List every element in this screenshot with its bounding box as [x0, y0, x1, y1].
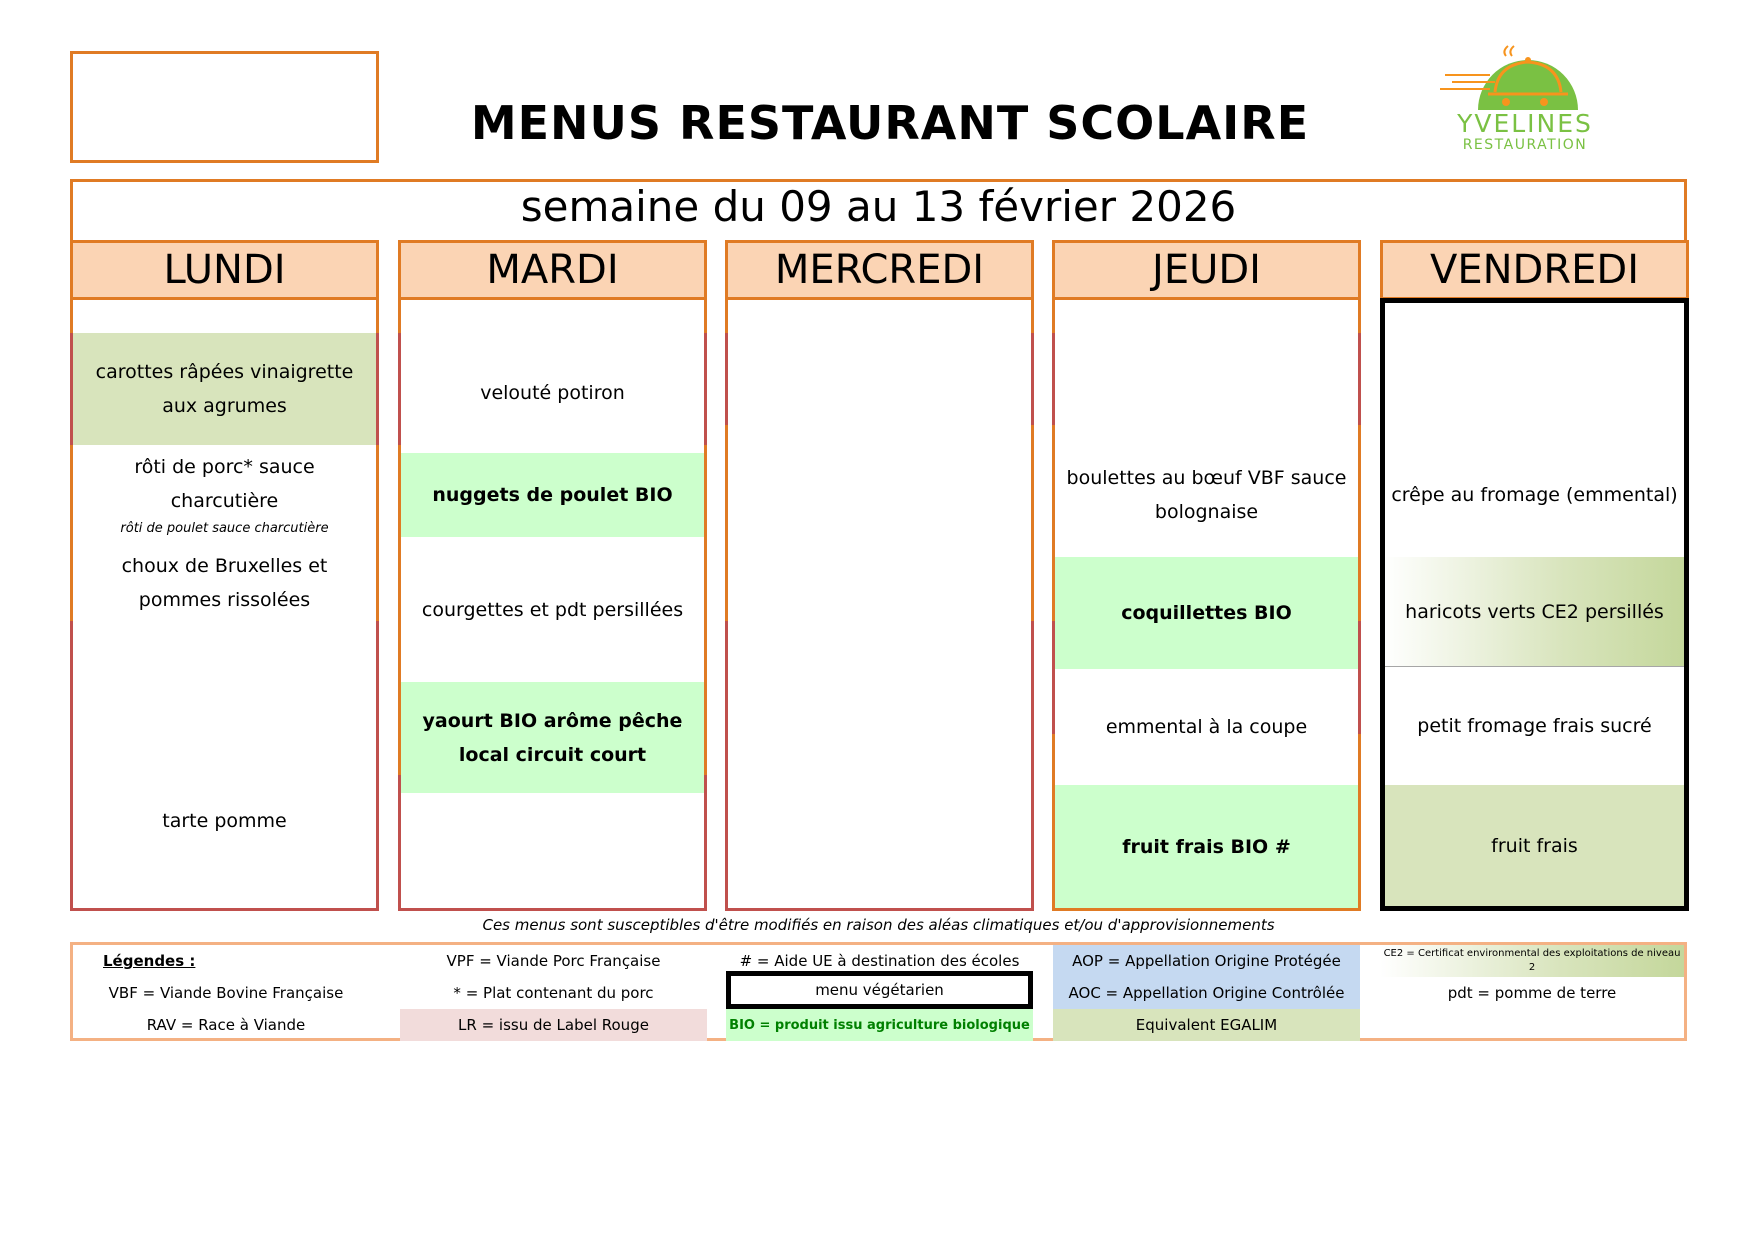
legend: [70, 942, 1687, 1041]
day-body: [1052, 298, 1361, 911]
menu-item-main: crêpe au fromage (emmental): [1391, 484, 1678, 506]
menu-item-dairy: emmental à la coupe: [1105, 716, 1308, 738]
legend-label-rouge: LR = issu de Label Rouge: [400, 1009, 707, 1041]
legend-rav: RAV = Race à Viande: [146, 1016, 306, 1034]
cloche-cart-icon: [1440, 42, 1610, 112]
day-header: LUNDI: [70, 240, 379, 300]
menu-item-side: haricots verts CE2 persillés: [1383, 557, 1686, 667]
menu-item-side: choux de Bruxelles et pommes rissolées: [121, 555, 328, 611]
disclaimer-note: Ces menus sont susceptibles d'être modifiés en raison des aléas climatiques et/ou d'approvisionnements: [482, 916, 1275, 934]
legend-egalim: Equivalent EGALIM: [1053, 1009, 1360, 1041]
menu-item-dessert: fruit frais BIO #: [1055, 785, 1358, 908]
brand-name: YVELINES: [1457, 109, 1593, 138]
menu-item-dairy: [73, 621, 376, 733]
day-body: [1380, 298, 1689, 911]
menu-item-starter: velouté potiron: [480, 382, 625, 404]
day-body: [70, 298, 379, 911]
page-title: MENUS RESTAURANT SCOLAIRE: [470, 96, 1310, 150]
day-header: MERCREDI: [725, 240, 1034, 300]
menu-item-dairy: yaourt BIO arôme pêche local circuit court: [401, 682, 704, 793]
day-body: [725, 298, 1034, 911]
brand-subname: RESTAURATION: [1462, 137, 1588, 153]
legend-vbf: VBF = Viande Bovine Française: [108, 984, 344, 1002]
menu-item-alternative: rôti de poulet sauce charcutière: [120, 521, 329, 536]
week-banner: [70, 179, 1687, 241]
day-column-mercredi: [725, 240, 1034, 911]
menu-item-side: courgettes et pdt persillées: [421, 598, 684, 621]
brand-logo: [1440, 42, 1610, 157]
legend-bio: BIO = produit issu agriculture biologique: [726, 1009, 1033, 1041]
menu-item-side: coquillettes BIO: [1055, 557, 1358, 669]
day-header: VENDREDI: [1380, 240, 1689, 300]
legend-pdt: pdt = pomme de terre: [1447, 984, 1617, 1002]
menu-item-dairy: petit fromage frais sucré: [1417, 715, 1652, 737]
menu-item-starter: [1383, 303, 1686, 433]
week-label: semaine du 09 au 13 février 2026: [520, 182, 1237, 231]
menu-item-starter: carottes râpées vinaigrette aux agrumes: [73, 333, 376, 445]
legend-vegetarian: menu végétarien: [726, 971, 1033, 1009]
day-column-mardi: [398, 240, 707, 911]
legend-vpf: VPF = Viande Porc Française: [446, 952, 661, 970]
day-column-lundi: [70, 240, 379, 911]
day-column-vendredi: [1380, 240, 1689, 911]
school-logo-placeholder: [70, 51, 379, 163]
menu-item-main: nuggets de poulet BIO: [401, 453, 704, 537]
menu-item-dessert: [401, 793, 704, 908]
menu-item-main: boulettes au bœuf VBF sauce bolognaise: [1066, 467, 1347, 523]
legend-aop: AOP = Appellation Origine Protégée: [1053, 945, 1360, 977]
legend-aoc: AOC = Appellation Origine Contrôlée: [1053, 977, 1360, 1009]
legend-eu-aid: # = Aide UE à destination des écoles: [739, 952, 1020, 970]
day-header: MARDI: [398, 240, 707, 300]
legend-title: Légendes :: [103, 952, 196, 970]
day-column-jeudi: [1052, 240, 1361, 911]
menu-item-starter: [1055, 333, 1358, 433]
menu-item-dessert: tarte pomme: [162, 809, 287, 832]
legend-pork: * = Plat contenant du porc: [453, 984, 654, 1002]
day-header: JEUDI: [1052, 240, 1361, 300]
menu-item-dessert: fruit frais: [1383, 785, 1686, 906]
day-body: [398, 298, 707, 911]
menu-item-main: rôti de porc* sauce charcutière rôti de poulet sauce charcutière: [73, 445, 376, 545]
legend-ce2: CE2 = Certificat environmental des exploitations de niveau 2: [1380, 945, 1684, 977]
